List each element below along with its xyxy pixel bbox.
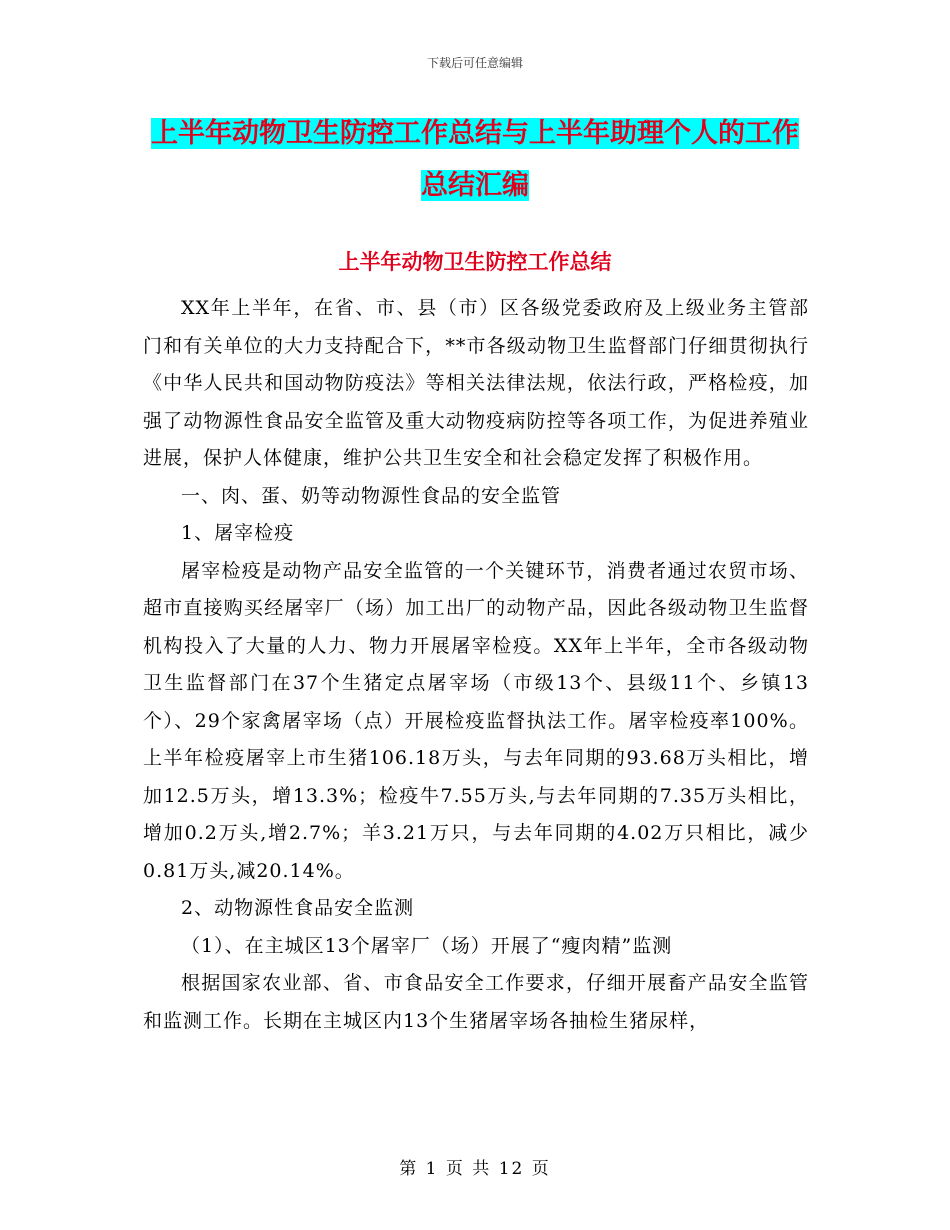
document-title (140, 108, 810, 212)
document-body (143, 290, 809, 1040)
paragraph: 一、肉、蛋、奶等动物源性食品的安全监管 (181, 484, 562, 507)
page-header-note: 下载后可任意编辑 (426, 56, 523, 70)
paragraph: （1）、在主城区13个屠宰厂（场）开展了“瘦肉精”监测 (181, 934, 673, 957)
section-title: 上半年动物卫生防控工作总结 (338, 250, 612, 274)
paragraph: 屠宰检疫是动物产品安全监管的一个关键环节，消费者通过农贸市场、超市直接购买经屠宰厂（场）加工出厂的动物产品，因此各级动物卫生监督机构投入了大量的人力、物力开展屠宰检疫。XX年上半年，全市各级动物卫生监督部门在37个生猪定点屠宰场（市级13个、县级11个、乡镇13个）、29个家禽屠宰场（点）开展检疫监督执法工作。屠宰检疫率100%。上半年检疫屠宰上市生猪106.18万头，与去年同期的93.68万头相比，增加12.5万头，增13.3%；检疫牛7.55万头,与去年同期的7.35万头相比，增加0.2万头,增2.7%；羊3.21万只，与去年同期的4.02万只相比，减少0.81万头,减20.14%。 (143, 559, 809, 882)
document-title-text: 上半年动物卫生防控工作总结与上半年助理个人的工作总结汇编 (151, 118, 799, 201)
paragraph: 2、动物源性食品安全监测 (181, 897, 415, 919)
paragraph: 1、屠宰检疫 (181, 522, 295, 544)
page-number: 第 1 页 共 12 页 (399, 1159, 551, 1179)
paragraph: XX年上半年，在省、市、县（市）区各级党委政府及上级业务主管部门和有关单位的大力支持配合下，**市各级动物卫生监督部门仔细贯彻执行《中华人民共和国动物防疫法》等相关法律法规，依法行政，严格检疫，加强了动物源性食品安全监管及重大动物疫病防控等各项工作，为促进养殖业进展，保护人体健康，维护公共卫生安全和社会稳定发挥了积极作用。 (143, 297, 809, 469)
paragraph: 根据国家农业部、省、市食品安全工作要求，仔细开展畜产品安全监管和监测工作。长期在主城区内13个生猪屠宰场各抽检生猪尿样， (143, 972, 809, 1032)
